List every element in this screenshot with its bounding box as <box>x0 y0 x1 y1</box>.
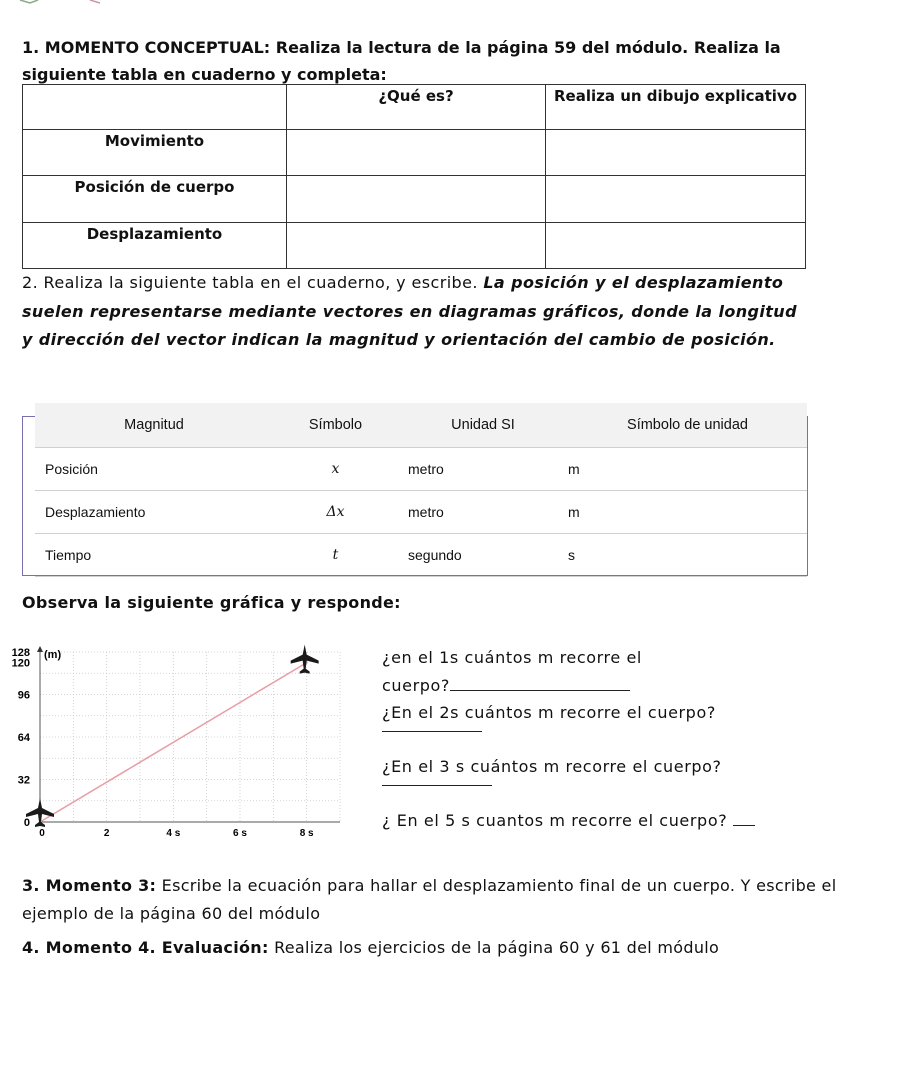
magnitude-symbol: Δx <box>263 491 398 534</box>
airplane-shape <box>23 798 54 829</box>
magnitudes-header: Magnitud <box>35 403 263 448</box>
y-tick-label: 96 <box>17 689 30 702</box>
answer-blank[interactable] <box>733 811 755 826</box>
x-tick-label: 2 <box>103 828 110 839</box>
concept-table-row-label: Posición de cuerpo <box>23 176 287 223</box>
question-a-cont <box>382 676 630 695</box>
y-tick-label: 0 <box>23 817 30 829</box>
series-line <box>40 663 307 822</box>
magnitude-unit: metro <box>398 448 558 491</box>
y-tick-label: 32 <box>17 774 30 787</box>
answer-blank[interactable] <box>382 731 482 732</box>
magnitude-symbol: t <box>263 534 398 577</box>
y-tick-label: 128 <box>11 647 30 659</box>
question-4 <box>22 938 842 957</box>
concept-table-cell <box>287 176 546 223</box>
q2-emphasis: La posición y el desplazamiento suelen representarse mediante vectores en diagramas gráficos, donde la longitud y dirección del vector indican la magnitud y orientación del cambio de posición. <box>22 273 797 349</box>
question-3 <box>22 872 842 928</box>
concept-table-row-label: Movimiento <box>23 130 287 176</box>
question-d <box>382 811 755 830</box>
question-2 <box>22 269 807 355</box>
magnitudes-header: Símbolo de unidad <box>558 403 807 448</box>
concept-table-header-empty <box>23 85 287 130</box>
question-d-text: ¿ En el 5 s cuantos m recorre el cuerpo? <box>382 811 728 830</box>
concept-table-cell <box>546 176 806 223</box>
magnitude-unit: segundo <box>398 534 558 577</box>
q3-text: Escribe la ecuación para hallar el desplazamiento final de un cuerpo. Y escribe el ejemplo de la página 60 del módulo <box>22 876 837 923</box>
concept-table-cell <box>546 223 806 269</box>
answer-blank[interactable] <box>382 785 492 786</box>
q1-number: 1. <box>22 38 40 57</box>
x-tick-label: 8 s <box>299 828 314 839</box>
y-axis-arrow <box>37 646 43 652</box>
concept-table-row-label: Desplazamiento <box>23 223 287 269</box>
question-a-text-2: cuerpo? <box>382 676 450 695</box>
question-1 <box>22 34 822 88</box>
magnitude-unit-symbol: m <box>558 448 807 491</box>
x-tick-label: 6 s <box>233 828 247 839</box>
position-time-chart <box>0 640 370 840</box>
question-b: ¿En el 2s cuántos m recorre el cuerpo? <box>382 703 716 722</box>
question-a-text: ¿en el 1s cuántos m recorre el <box>382 648 642 667</box>
concept-table <box>22 84 806 269</box>
magnitudes-header: Unidad SI <box>398 403 558 448</box>
concept-table-cell <box>287 130 546 176</box>
q1-text: MOMENTO CONCEPTUAL: Realiza la lectura de la página 59 del módulo. Realiza la siguiente tabla en cuaderno y completa: <box>22 38 781 84</box>
x-tick-label: 4 s <box>166 828 181 839</box>
magnitude-unit-symbol: m <box>558 491 807 534</box>
y-tick-label: 64 <box>17 732 30 744</box>
y-axis-label: (m) <box>44 649 62 661</box>
question-c: ¿En el 3 s cuántos m recorre el cuerpo? <box>382 757 722 776</box>
magnitude-unit: metro <box>398 491 558 534</box>
answer-blank[interactable] <box>450 676 630 691</box>
observe-instruction: Observa la siguiente gráfica y responde: <box>22 593 401 612</box>
magnitude-name: Posición <box>35 448 263 491</box>
top-decoration <box>0 0 160 6</box>
magnitude-name: Desplazamiento <box>35 491 263 534</box>
magnitudes-header: Símbolo <box>263 403 398 448</box>
magnitude-symbol: x <box>263 448 398 491</box>
concept-table-cell <box>546 130 806 176</box>
q4-text: Realiza los ejercicios de la página 60 y 61 del módulo <box>274 938 720 957</box>
magnitude-name: Tiempo <box>35 534 263 577</box>
magnitude-unit-symbol: s <box>558 534 807 577</box>
concept-table-header-what: ¿Qué es? <box>287 85 546 130</box>
chart-labels <box>12 647 314 839</box>
q3-label: 3. Momento 3: <box>22 876 157 895</box>
concept-table-cell <box>287 223 546 269</box>
y-tick-label: 120 <box>11 657 30 670</box>
airplane-icon-start <box>23 798 54 829</box>
x-tick-label: 0 <box>39 828 45 839</box>
magnitudes-table <box>35 403 807 577</box>
question-a <box>382 648 642 667</box>
q2-intro: 2. Realiza la siguiente tabla en el cuaderno, y escribe. <box>22 273 478 292</box>
concept-table-header-drawing: Realiza un dibujo explicativo <box>546 85 806 130</box>
chart-grid <box>40 652 340 822</box>
magnitudes-table-frame <box>22 416 808 576</box>
q4-label: 4. Momento 4. Evaluación: <box>22 938 269 957</box>
